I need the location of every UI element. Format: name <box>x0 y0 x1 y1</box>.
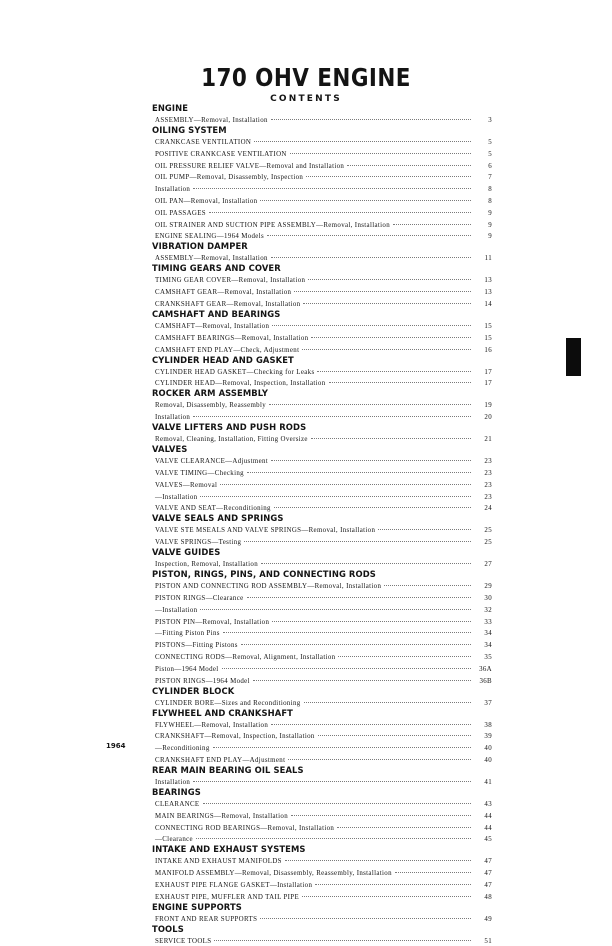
contents-heading: CONTENTS <box>270 94 342 104</box>
entry-title: ASSEMBLY—Removal, Installation <box>155 117 268 125</box>
dot-leader <box>290 145 471 154</box>
section-heading: VIBRATION DAMPER <box>152 241 248 252</box>
entry-title: Removal, Disassembly, Reassembly <box>155 402 267 410</box>
entry-title: CAMSHAFT BEARINGS—Removal, Installation <box>155 334 309 342</box>
entry-page-number: 35 <box>484 654 492 662</box>
entry-page-number: 51 <box>484 937 492 945</box>
section-tab-marker <box>566 338 581 376</box>
entry-page-number: 14 <box>484 301 492 309</box>
toc-section <box>152 902 492 924</box>
dot-leader <box>306 169 471 178</box>
entry-title: EXHAUST PIPE FLANGE GASKET—Installation <box>155 881 313 889</box>
section-heading: TIMING GEARS AND COVER <box>152 263 281 274</box>
dot-leader <box>337 819 471 828</box>
dot-leader <box>271 250 471 259</box>
entry-title: VALVE TIMING—Checking <box>155 470 244 478</box>
section-heading: CYLINDER BLOCK <box>152 685 235 696</box>
entry-page-number: 23 <box>484 481 492 489</box>
toc-entry <box>152 230 492 242</box>
section-heading: ENGINE <box>152 103 189 113</box>
entry-title: CAMSHAFT END PLAY—Check, Adjustment <box>155 346 300 354</box>
entry-title: CLEARANCE <box>155 801 200 808</box>
entry-page-number: 33 <box>484 618 492 626</box>
entry-page-number: 15 <box>484 323 492 331</box>
footer-year: 1964 <box>106 742 126 750</box>
entry-title: CRANKSHAFT GEAR—Removal, Installation <box>155 301 301 309</box>
entry-page-number: 25 <box>484 539 492 547</box>
entry-title: PISTON PIN—Removal, Installation <box>155 618 270 626</box>
toc-section <box>152 125 492 241</box>
toc-section <box>152 422 492 444</box>
entry-title: PISTON RINGS—1964 Model <box>155 677 250 685</box>
toc-entry <box>152 432 492 444</box>
toc-entry <box>152 410 492 422</box>
toc-section <box>152 844 492 901</box>
dot-leader <box>220 476 471 485</box>
section-heading: REAR MAIN BEARING OIL SEALS <box>152 764 304 775</box>
entry-page-number: 29 <box>484 583 492 591</box>
entry-page-number: 5 <box>488 150 492 158</box>
entry-page-number: 36B <box>479 677 492 685</box>
dot-leader <box>261 555 471 564</box>
dot-leader <box>302 888 471 897</box>
entry-title: PISTON AND CONNECTING ROD ASSEMBLY—Removal, Installation <box>155 583 382 591</box>
entry-title: OIL PAN—Removal, Installation <box>155 198 258 206</box>
entry-title: —Fitting Piston Pins <box>155 630 220 638</box>
entry-page-number: 34 <box>484 642 492 650</box>
toc-section <box>152 513 492 547</box>
dot-leader <box>347 157 471 166</box>
dot-leader <box>303 295 471 304</box>
toc-entry <box>152 113 492 125</box>
dot-leader <box>213 739 471 748</box>
entry-page-number: 47 <box>484 870 492 878</box>
dot-leader <box>241 636 471 645</box>
toc-section <box>152 355 492 389</box>
entry-page-number: 25 <box>484 527 492 535</box>
toc-section <box>152 103 492 125</box>
section-heading: VALVE GUIDES <box>152 547 221 558</box>
toc-section <box>152 547 492 569</box>
section-heading: FLYWHEEL AND CRANKSHAFT <box>152 707 293 718</box>
entry-page-number: 45 <box>484 836 492 844</box>
dot-leader <box>311 430 471 439</box>
entry-page-number: 16 <box>484 346 492 354</box>
dot-leader <box>393 216 471 225</box>
entry-title: MANIFOLD ASSEMBLY—Removal, Disassembly, Reassembly, Installation <box>155 870 392 878</box>
entry-page-number: 9 <box>488 221 492 229</box>
entry-page-number: 23 <box>484 493 492 501</box>
dot-leader <box>267 228 471 237</box>
dot-leader <box>193 773 471 782</box>
entry-page-number: 17 <box>484 368 492 376</box>
dot-leader <box>308 272 471 281</box>
entry-page-number: 43 <box>484 801 492 808</box>
entry-title: Installation <box>155 414 191 422</box>
entry-title: VALVES—Removal <box>155 481 218 489</box>
dot-leader <box>209 204 471 213</box>
entry-title: Installation <box>155 186 191 194</box>
entry-title: Inspection, Removal, Installation <box>155 561 259 569</box>
toc-entry <box>152 252 492 264</box>
entry-page-number: 47 <box>484 881 492 889</box>
toc-section <box>152 388 492 422</box>
toc-entry <box>152 890 492 902</box>
toc-entry <box>152 934 492 946</box>
toc-section <box>152 569 492 685</box>
entry-page-number: 19 <box>484 402 492 410</box>
toc-section <box>152 708 492 765</box>
entry-title: INTAKE AND EXHAUST MANIFOLDS <box>155 858 282 866</box>
entry-title: POSITIVE CRANKCASE VENTILATION <box>155 150 287 158</box>
toc-section <box>152 686 492 708</box>
toc-section <box>152 924 492 946</box>
entry-page-number: 27 <box>484 561 492 569</box>
entry-title: PISTON RINGS—Clearance <box>155 595 244 603</box>
dot-leader <box>200 601 471 610</box>
entry-page-number: 38 <box>484 721 492 729</box>
entry-page-number: 23 <box>484 470 492 478</box>
toc-entry <box>152 343 492 355</box>
entry-page-number: 11 <box>484 255 492 263</box>
dot-leader <box>222 660 471 669</box>
entry-title: VALVE STE MSEALS AND VALVE SPRINGS—Removal, Installation <box>155 527 376 535</box>
entry-title: —Clearance <box>155 836 193 844</box>
entry-title: PISTONS—Fitting Pistons <box>155 642 238 650</box>
section-heading: BEARINGS <box>152 786 201 797</box>
entry-page-number: 30 <box>484 595 492 603</box>
entry-title: SERVICE TOOLS <box>155 937 212 945</box>
dot-leader <box>317 363 471 372</box>
dot-leader <box>395 864 471 873</box>
entry-title: TIMING GEAR COVER—Removal, Installation <box>155 277 306 285</box>
dot-leader <box>193 180 471 189</box>
toc-entry <box>152 833 492 845</box>
dot-leader <box>200 488 471 497</box>
toc-section <box>152 263 492 309</box>
dot-leader <box>378 522 471 531</box>
entry-title: —Reconditioning <box>155 745 210 753</box>
entry-title: MAIN BEARINGS—Removal, Installation <box>155 812 289 820</box>
entry-page-number: 40 <box>484 745 492 753</box>
dot-leader <box>272 317 471 326</box>
dot-leader <box>247 464 471 473</box>
dot-leader <box>223 625 471 634</box>
entry-page-number: 44 <box>484 812 492 820</box>
entry-title: EXHAUST PIPE, MUFFLER AND TAIL PIPE <box>155 893 300 901</box>
dot-leader <box>384 577 471 586</box>
toc-section <box>152 765 492 787</box>
entry-page-number: 6 <box>488 162 492 170</box>
toc-entry <box>152 775 492 787</box>
dot-leader <box>274 500 471 509</box>
toc-section <box>152 309 492 355</box>
table-of-contents <box>152 103 492 946</box>
entry-title: CONNECTING RODS—Removal, Alignment, Installation <box>155 654 336 662</box>
entry-page-number: 48 <box>484 893 492 901</box>
dot-leader <box>203 795 472 804</box>
dot-leader <box>247 589 471 598</box>
dot-leader <box>315 876 471 885</box>
entry-page-number: 5 <box>488 139 492 147</box>
dot-leader <box>271 111 471 120</box>
entry-page-number: 36A <box>479 665 492 673</box>
entry-page-number: 8 <box>488 198 492 206</box>
entry-title: CRANKCASE VENTILATION <box>155 139 252 147</box>
entry-page-number: 40 <box>484 757 492 764</box>
dot-leader <box>271 452 471 461</box>
entry-title: OIL PRESSURE RELIEF VALVE—Removal and Installation <box>155 162 345 170</box>
entry-title: ENGINE SEALING—1964 Models <box>155 233 265 241</box>
entry-page-number: 9 <box>488 233 492 241</box>
entry-page-number: 47 <box>484 858 492 866</box>
entry-page-number: 21 <box>484 436 492 444</box>
entry-page-number: 41 <box>484 779 492 786</box>
entry-page-number: 17 <box>484 380 492 388</box>
dot-leader <box>269 397 471 406</box>
entry-title: FLYWHEEL—Removal, Installation <box>155 721 269 729</box>
entry-title: CYLINDER HEAD—Removal, Inspection, Installation <box>155 380 326 388</box>
entry-page-number: 39 <box>484 733 492 741</box>
toc-entry <box>152 753 492 765</box>
entry-page-number: 3 <box>488 117 492 125</box>
dot-leader <box>338 648 471 657</box>
toc-entry <box>152 535 492 547</box>
entry-title: VALVE CLEARANCE—Adjustment <box>155 458 269 466</box>
section-heading: PISTON, RINGS, PINS, AND CONNECTING RODS <box>152 569 376 580</box>
dot-leader <box>254 133 471 142</box>
dot-leader <box>302 341 471 350</box>
entry-page-number: 15 <box>484 334 492 342</box>
dot-leader <box>260 192 471 201</box>
section-heading: ROCKER ARM ASSEMBLY <box>152 388 269 399</box>
entry-title: CYLINDER HEAD GASKET—Checking for Leaks <box>155 368 315 376</box>
toc-section <box>152 787 492 844</box>
dot-leader <box>291 807 471 816</box>
dot-leader <box>329 375 471 384</box>
entry-page-number: 8 <box>488 186 492 194</box>
entry-title: Installation <box>155 779 191 786</box>
dot-leader <box>311 329 471 338</box>
section-heading: CYLINDER HEAD AND GASKET <box>152 354 294 365</box>
entry-page-number: 9 <box>488 209 492 217</box>
dot-leader <box>244 533 471 542</box>
toc-section <box>152 241 492 263</box>
section-heading: ENGINE SUPPORTS <box>152 901 242 912</box>
entry-page-number: 44 <box>484 824 492 832</box>
section-heading: VALVES <box>152 444 188 455</box>
toc-entry <box>152 674 492 686</box>
entry-title: CRANKSHAFT—Removal, Inspection, Installation <box>155 733 315 741</box>
entry-page-number: 37 <box>484 699 492 707</box>
section-heading: OILING SYSTEM <box>152 125 227 135</box>
entry-title: CAMSHAFT—Removal, Installation <box>155 323 270 331</box>
entry-page-number: 23 <box>484 458 492 466</box>
entry-title: Removal, Cleaning, Installation, Fitting Oversize <box>155 436 308 444</box>
entry-title: —Installation <box>155 606 198 614</box>
dot-leader <box>272 613 471 622</box>
section-heading: VALVE LIFTERS AND PUSH RODS <box>152 422 307 433</box>
entry-page-number: 7 <box>488 174 492 182</box>
entry-title: OIL STRAINER AND SUCTION PIPE ASSEMBLY—Removal, Installation <box>155 221 391 229</box>
section-heading: TOOLS <box>152 923 184 934</box>
dot-leader <box>196 831 471 840</box>
entry-title: —Installation <box>155 493 198 501</box>
entry-title: CONNECTING ROD BEARINGS—Removal, Installation <box>155 824 335 832</box>
dot-leader <box>214 932 471 941</box>
entry-title: OIL PASSAGES <box>155 209 206 217</box>
section-heading: CAMSHAFT AND BEARINGS <box>152 308 281 319</box>
dot-leader <box>288 751 471 760</box>
toc-entry <box>152 377 492 389</box>
dot-leader <box>294 283 471 292</box>
entry-page-number: 34 <box>484 630 492 638</box>
page-title: 170 OHV ENGINE <box>201 63 411 92</box>
entry-title: CYLINDER BORE—Sizes and Reconditioning <box>155 699 301 707</box>
entry-page-number: 13 <box>484 289 492 297</box>
dot-leader <box>271 716 471 725</box>
entry-title: FRONT AND REAR SUPPORTS <box>155 915 258 923</box>
toc-entry <box>152 557 492 569</box>
toc-section <box>152 444 492 513</box>
entry-title: CRANKSHAFT END PLAY—Adjustment <box>155 757 286 764</box>
entry-title: Piston—1964 Model <box>155 665 219 673</box>
entry-title: VALVE SPRINGS—Testing <box>155 539 242 547</box>
entry-page-number: 20 <box>484 414 492 422</box>
entry-page-number: 24 <box>484 505 492 513</box>
entry-page-number: 13 <box>484 277 492 285</box>
dot-leader <box>285 853 471 862</box>
section-heading: VALVE SEALS AND SPRINGS <box>152 513 284 524</box>
dot-leader <box>318 728 471 737</box>
entry-title: OIL PUMP—Removal, Disassembly, Inspection <box>155 174 304 182</box>
dot-leader <box>260 910 471 919</box>
toc-entry <box>152 502 492 514</box>
dot-leader <box>193 408 471 417</box>
entry-page-number: 32 <box>484 606 492 614</box>
dot-leader <box>253 672 471 681</box>
toc-entry <box>152 696 492 708</box>
section-heading: INTAKE AND EXHAUST SYSTEMS <box>152 844 306 855</box>
entry-page-number: 49 <box>484 915 492 923</box>
entry-title: VALVE AND SEAT—Reconditioning <box>155 505 271 513</box>
toc-entry <box>152 297 492 309</box>
toc-entry <box>152 912 492 924</box>
dot-leader <box>304 694 471 703</box>
entry-title: CAMSHAFT GEAR—Removal, Installation <box>155 289 292 297</box>
entry-title: ASSEMBLY—Removal, Installation <box>155 255 268 263</box>
